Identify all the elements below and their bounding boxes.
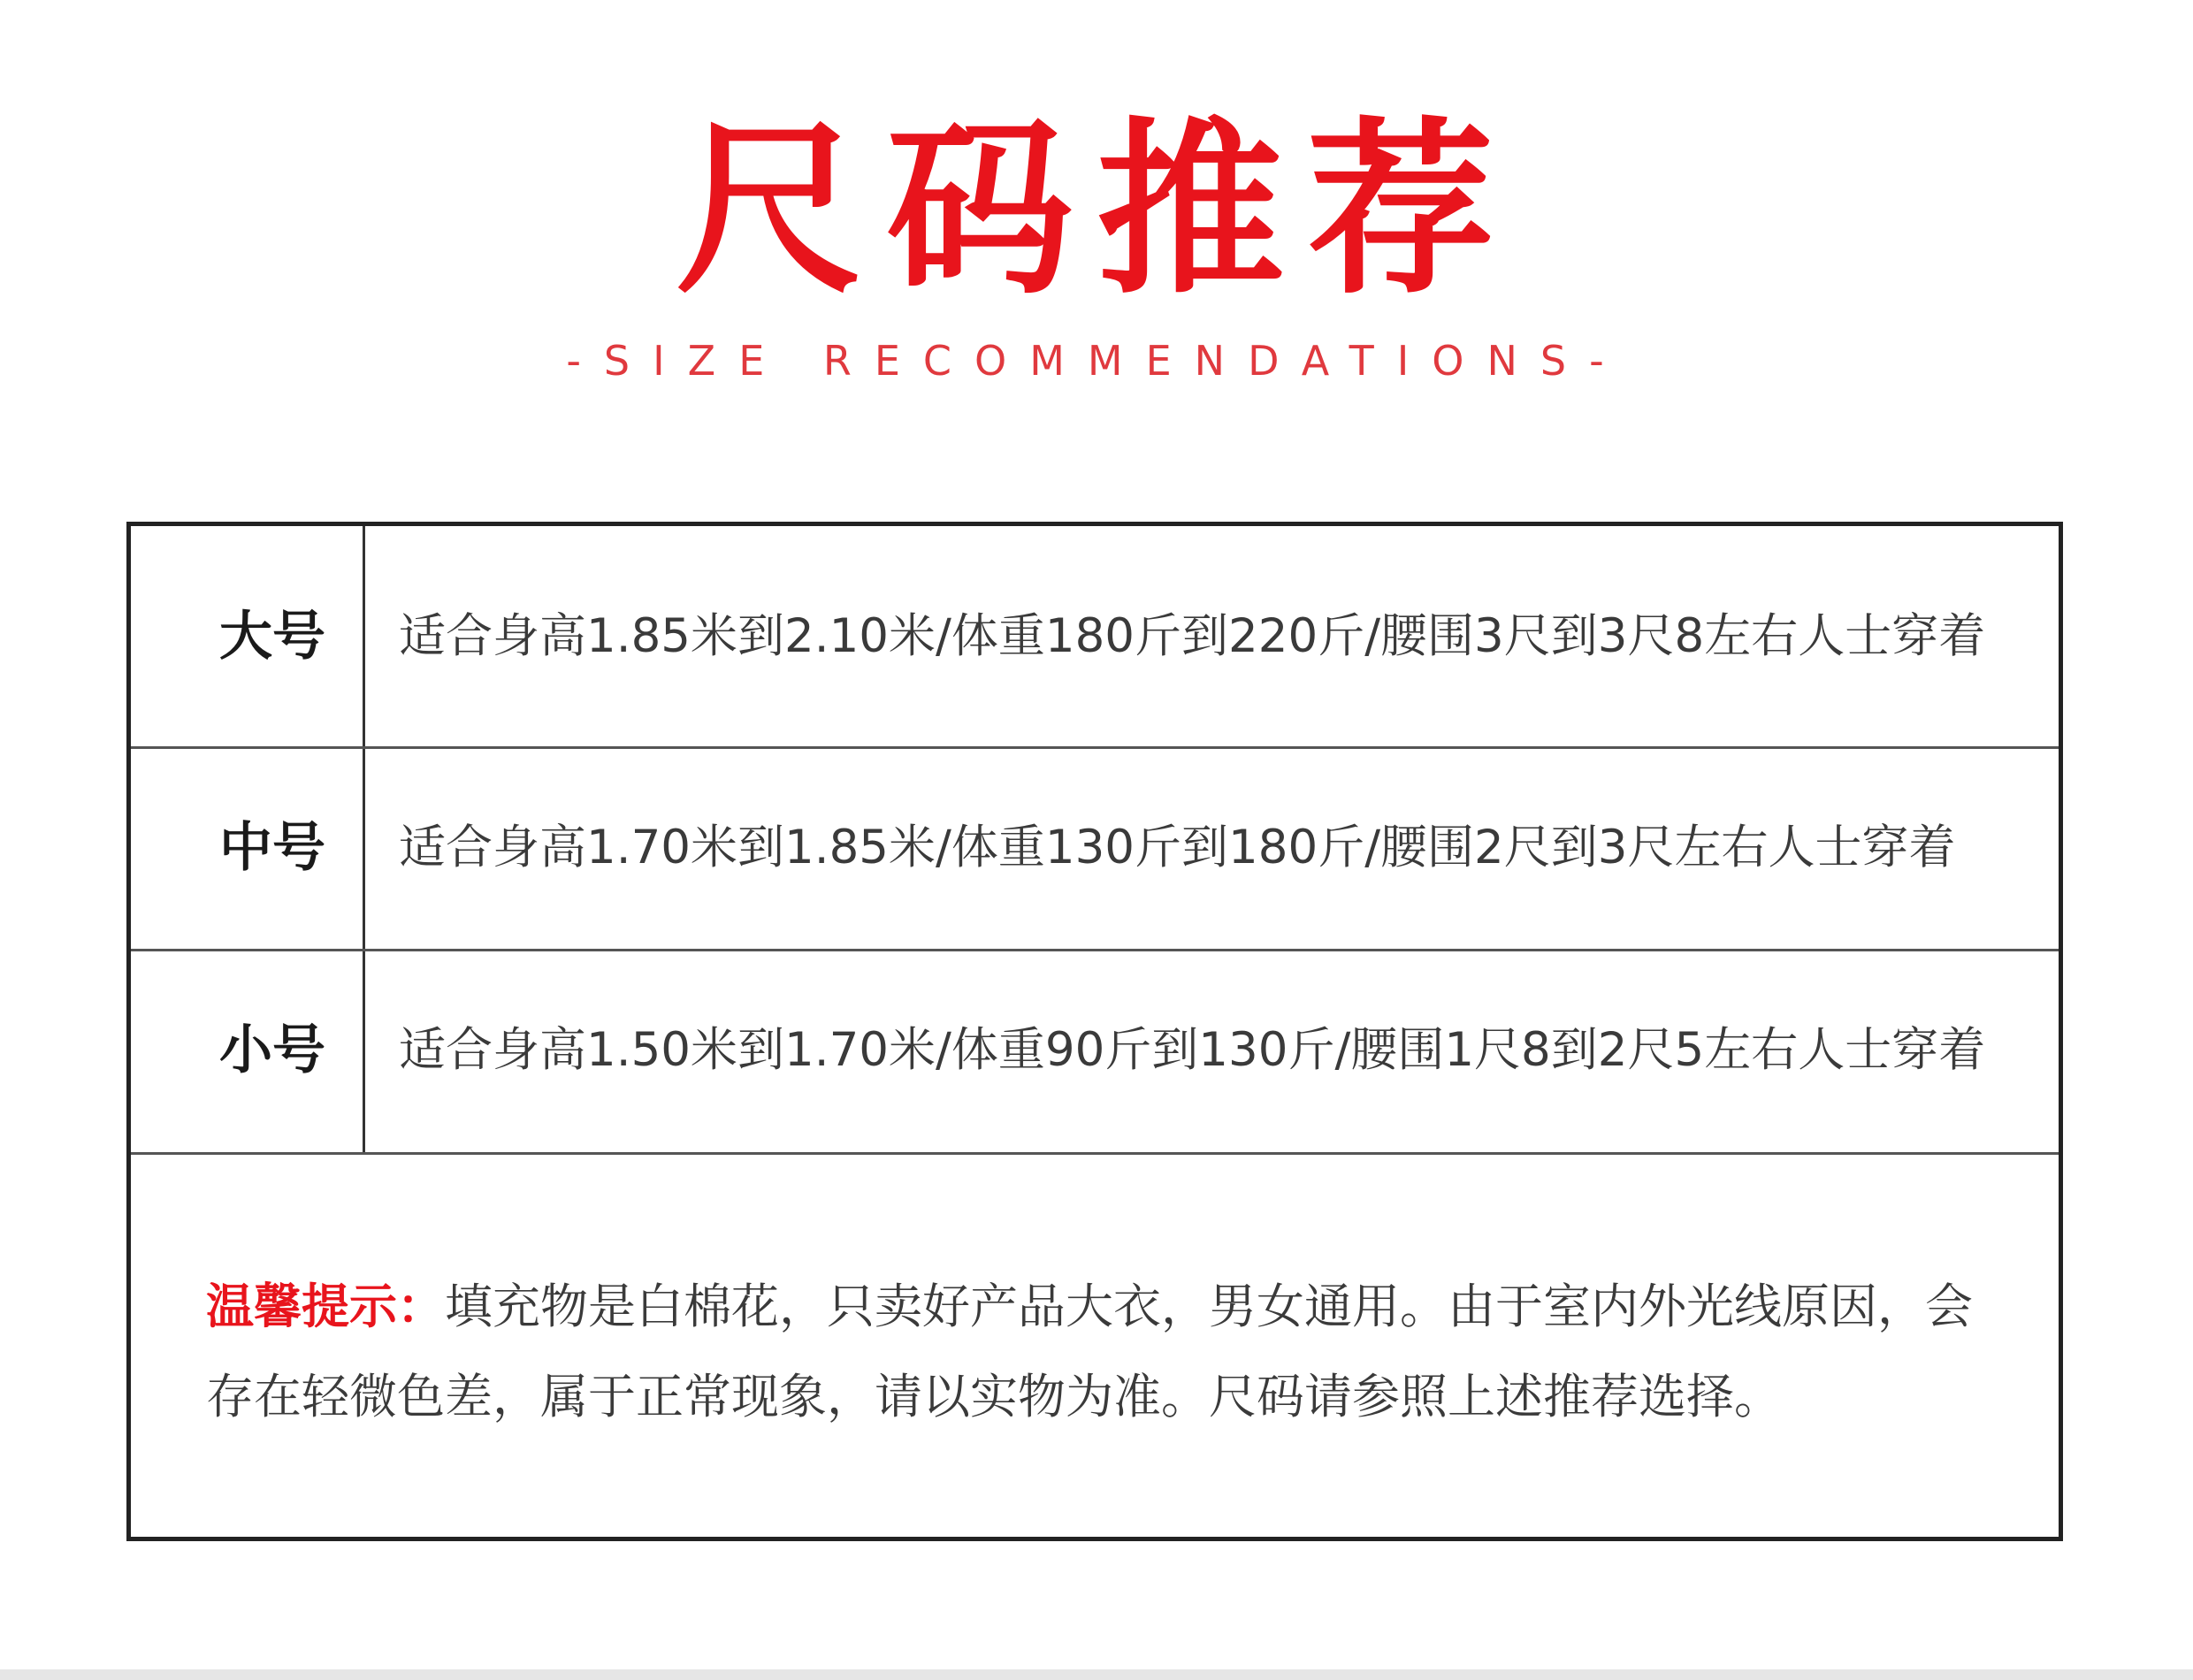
size-label-large: 大号: [131, 526, 365, 746]
size-row-large: [131, 526, 2059, 749]
size-description-large: 适合身高1.85米到2.10米/体重180斤到220斤/腰围3尺到3尺8左右人士穿着: [399, 609, 1986, 663]
warm-tip: [206, 1262, 2001, 1442]
warm-tip-label: 温馨提示：: [206, 1279, 445, 1334]
size-label-small: 小号: [131, 951, 365, 1152]
size-description-medium: 适合身高1.70米到1.85米/体重130斤到180斤/腰围2尺到3尺左右人士穿着: [399, 821, 1956, 874]
size-row-small: [131, 951, 2059, 1155]
size-description-small: 适合身高1.50米到1.70米/体重90斤到130斤/腰围1尺8到2尺5左右人士穿着: [399, 1023, 1986, 1077]
size-label-medium: 中号: [131, 749, 365, 949]
bottom-divider: [0, 1669, 2193, 1680]
page-subtitle: -SIZE RECOMMENDATIONS-: [566, 337, 1627, 385]
size-table: [126, 522, 2063, 1541]
warm-tip-text: 填充物是白棉花，只卖好产品大衣，男女通用。由于室内外光线原因，会存在轻微色差，属于正常现象，请以实物为准。尺码请参照上述推荐选择。: [206, 1279, 1973, 1424]
page-title: 尺码推荐: [676, 101, 1517, 319]
size-row-medium: [131, 749, 2059, 951]
